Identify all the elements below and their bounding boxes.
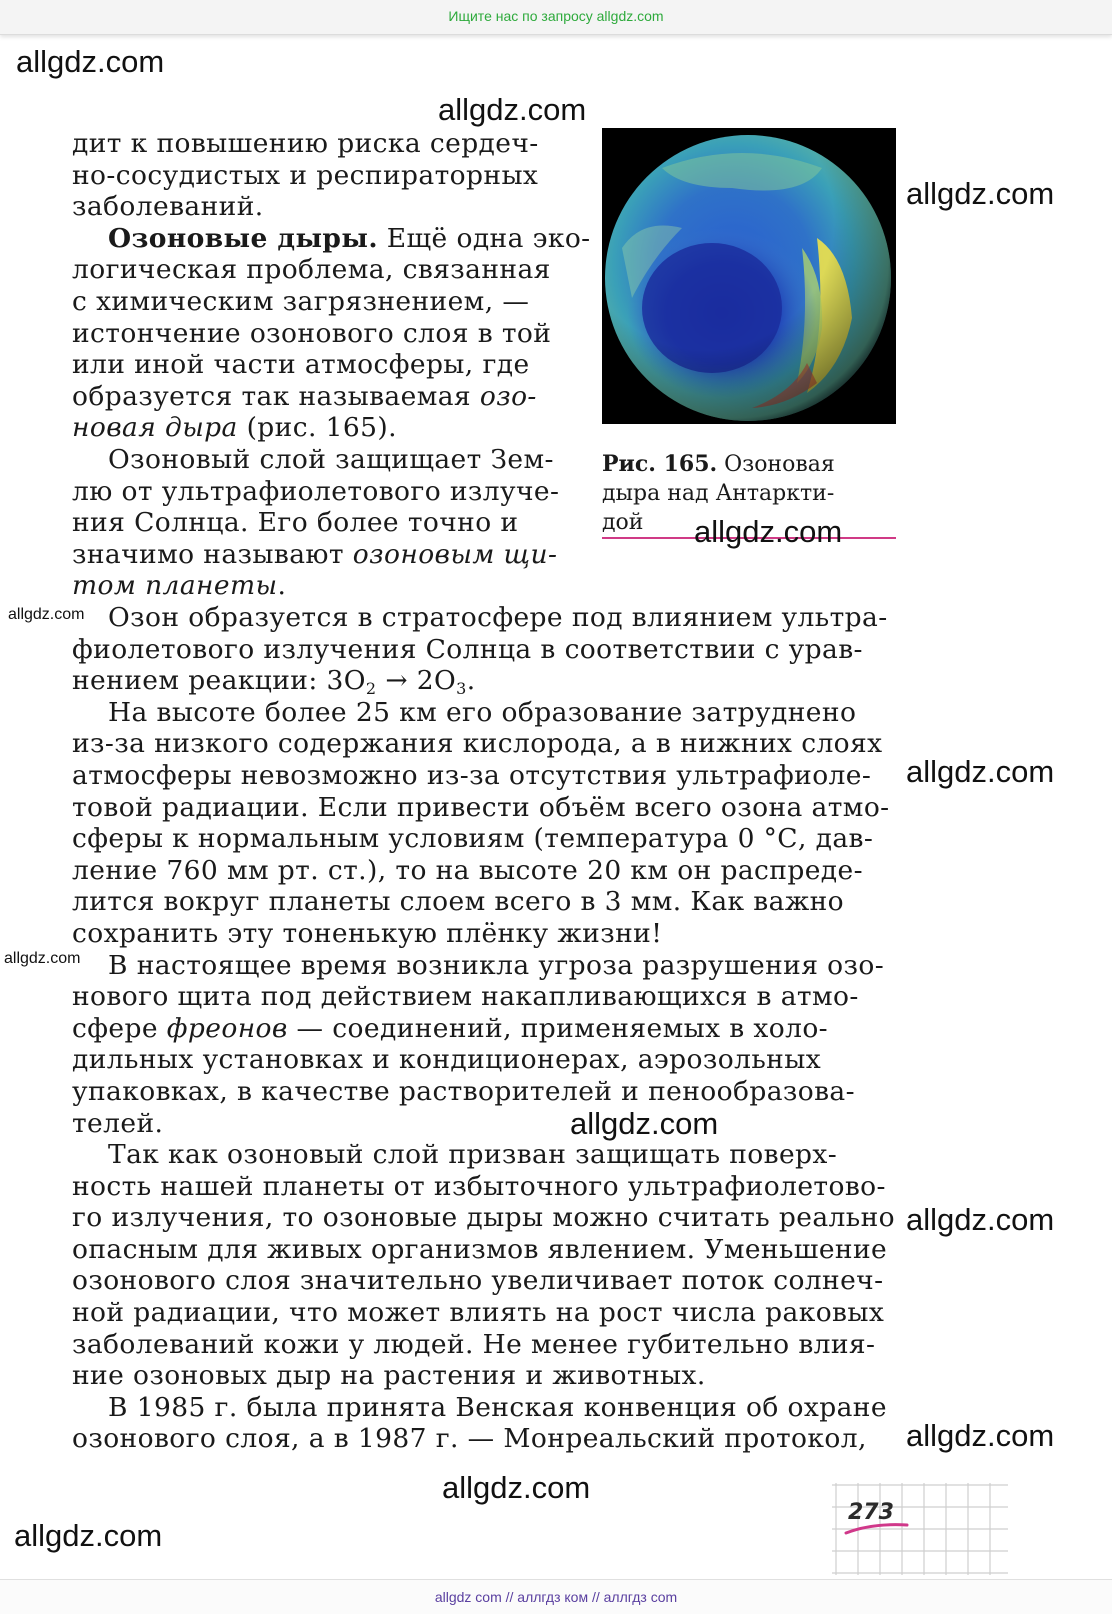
text-span: сфере bbox=[72, 1012, 167, 1044]
text-span: — соединений, применяемых в холо- bbox=[287, 1012, 829, 1044]
term: том планеты bbox=[72, 570, 278, 602]
text-line: сферы к нормальным условиям (температура 0 °С, дав- bbox=[72, 823, 874, 855]
watermark[interactable]: allgdz.com bbox=[694, 514, 843, 549]
ozone-hole-image bbox=[602, 128, 896, 424]
full-width-text bbox=[72, 602, 894, 1455]
text-line bbox=[72, 570, 564, 602]
text-span: (рис. 165). bbox=[237, 412, 397, 444]
text-line: дильных установках и кондиционерах, аэрозольных bbox=[72, 1044, 822, 1076]
text-line bbox=[72, 222, 591, 255]
text-span: . bbox=[277, 570, 287, 602]
top-banner-text[interactable]: Ищите нас по запросу allgdz.com bbox=[448, 8, 664, 24]
text-line: упаковках, в качестве растворителей и пенообразова- bbox=[72, 1075, 855, 1107]
text-line: сохранить эту тоненькую плёнку жизни! bbox=[72, 917, 663, 949]
text-line bbox=[72, 1013, 894, 1045]
watermark[interactable]: allgdz.com bbox=[906, 176, 1055, 211]
text-line: телей. bbox=[72, 1107, 164, 1139]
text-line: товой радиации. Если привести объём всего озона атмо- bbox=[72, 791, 890, 823]
watermark[interactable]: allgdz.com bbox=[442, 1470, 591, 1505]
text-line: го излучения, то озоновые дыры можно считать реально bbox=[72, 1202, 896, 1234]
text-line: фиолетового излучения Солнца в соответствии с урав- bbox=[72, 633, 863, 665]
watermark[interactable]: allgdz.com bbox=[570, 1106, 719, 1141]
text-line: озонового слоя значительно увеличивает поток солнеч- bbox=[72, 1265, 884, 1297]
text-span: Ещё одна эко- bbox=[377, 222, 591, 254]
page-number: 273 bbox=[848, 1500, 894, 1525]
term: озо- bbox=[479, 380, 537, 412]
text-line: ния Солнца. Его более точно и bbox=[72, 507, 519, 539]
text-line: дит к повышению риска сердеч- bbox=[72, 128, 539, 159]
caption-label: Рис. 165. bbox=[602, 451, 718, 477]
globe-graphic bbox=[602, 128, 896, 424]
text-line: или иной части атмосферы, где bbox=[72, 349, 530, 381]
top-banner bbox=[0, 0, 1112, 35]
text-line: В настоящее время возникла угроза разрушения озо- bbox=[108, 949, 885, 981]
text-line: ной радиации, что может влиять на рост числа раковых bbox=[72, 1297, 885, 1329]
text-line: На высоте более 25 км его образование затруднено bbox=[108, 696, 857, 728]
text-line: озонового слоя, а в 1987 г. — Монреальский протокол, bbox=[72, 1423, 867, 1455]
watermark[interactable]: allgdz.com bbox=[906, 1418, 1055, 1453]
page-number-area bbox=[832, 1483, 1008, 1575]
text-line: лю от ультрафиолетового излуче- bbox=[72, 475, 560, 507]
text-line bbox=[72, 412, 564, 444]
text-span: → 2O bbox=[376, 665, 457, 697]
text-line: Озон образуется в стратосфере под влиянием ультра- bbox=[108, 602, 888, 633]
section-heading: Озоновые дыры. bbox=[108, 222, 378, 254]
text-line: заболеваний кожи у людей. Не менее губительно влия- bbox=[72, 1328, 876, 1360]
text-line: лится вокруг планеты слоем всего в 3 мм. Как важно bbox=[72, 886, 845, 918]
text-line: опасным для живых организмов явлением. Уменьшение bbox=[72, 1233, 888, 1265]
text-line: атмосферы невозможно из-за отсутствия ультрафиоле- bbox=[72, 759, 872, 791]
bottom-banner-text[interactable]: allgdz com // аллгдз ком // аллгдз com bbox=[434, 1589, 678, 1605]
column-text bbox=[72, 128, 591, 602]
text-span: . bbox=[466, 665, 476, 697]
text-line: истончение озонового слоя в той bbox=[72, 317, 552, 349]
text-line: но-сосудистых и респираторных bbox=[72, 159, 539, 191]
text-line bbox=[72, 539, 564, 571]
text-line: ние озоновых дыр на растения и животных. bbox=[72, 1360, 706, 1392]
watermark[interactable]: allgdz.com bbox=[8, 606, 85, 623]
text-span: значимо называют bbox=[72, 538, 353, 570]
watermark[interactable]: allgdz.com bbox=[438, 92, 587, 127]
watermark[interactable]: allgdz.com bbox=[4, 950, 81, 967]
caption-text-2: дыра над Антаркти- bbox=[602, 481, 835, 506]
text-line: логическая проблема, связанная bbox=[72, 254, 551, 286]
bottom-banner bbox=[0, 1579, 1112, 1614]
text-line: ление 760 мм рт. ст.), то на высоте 20 км он распреде- bbox=[72, 854, 863, 886]
watermark[interactable]: allgdz.com bbox=[906, 754, 1055, 789]
watermark[interactable]: allgdz.com bbox=[16, 44, 165, 79]
watermark[interactable]: allgdz.com bbox=[906, 1202, 1055, 1237]
text-line: Озоновый слой защищает Зем- bbox=[108, 443, 554, 475]
text-line: ность нашей планеты от избыточного ультрафиолетово- bbox=[72, 1170, 886, 1202]
text-span: образуется так называемая bbox=[72, 380, 480, 412]
term: озоновым щи- bbox=[352, 538, 558, 570]
caption-text-3: дой bbox=[602, 510, 644, 535]
text-line bbox=[72, 665, 894, 697]
text-line: Так как озоновый слой призван защищать поверх- bbox=[108, 1139, 838, 1171]
text-line: из-за низкого содержания кислорода, а в нижних слоях bbox=[72, 728, 883, 760]
page-grid-graphic bbox=[832, 1483, 1008, 1575]
text-span: нением реакции: 3O bbox=[72, 665, 366, 697]
text-line: заболеваний. bbox=[72, 191, 264, 223]
text-line: нового щита под действием накапливающихся в атмо- bbox=[72, 981, 859, 1013]
watermark[interactable]: allgdz.com bbox=[14, 1518, 163, 1553]
text-line: В 1985 г. была принята Венская конвенция об охране bbox=[108, 1391, 887, 1423]
subscript: 2 bbox=[365, 679, 377, 699]
term: фреонов bbox=[166, 1012, 288, 1044]
text-line bbox=[72, 381, 564, 413]
term: новая дыра bbox=[72, 412, 238, 444]
subscript: 3 bbox=[456, 679, 467, 699]
text-line: с химическим загрязнением, — bbox=[72, 285, 530, 317]
caption-text-1: Озоновая bbox=[724, 452, 835, 477]
